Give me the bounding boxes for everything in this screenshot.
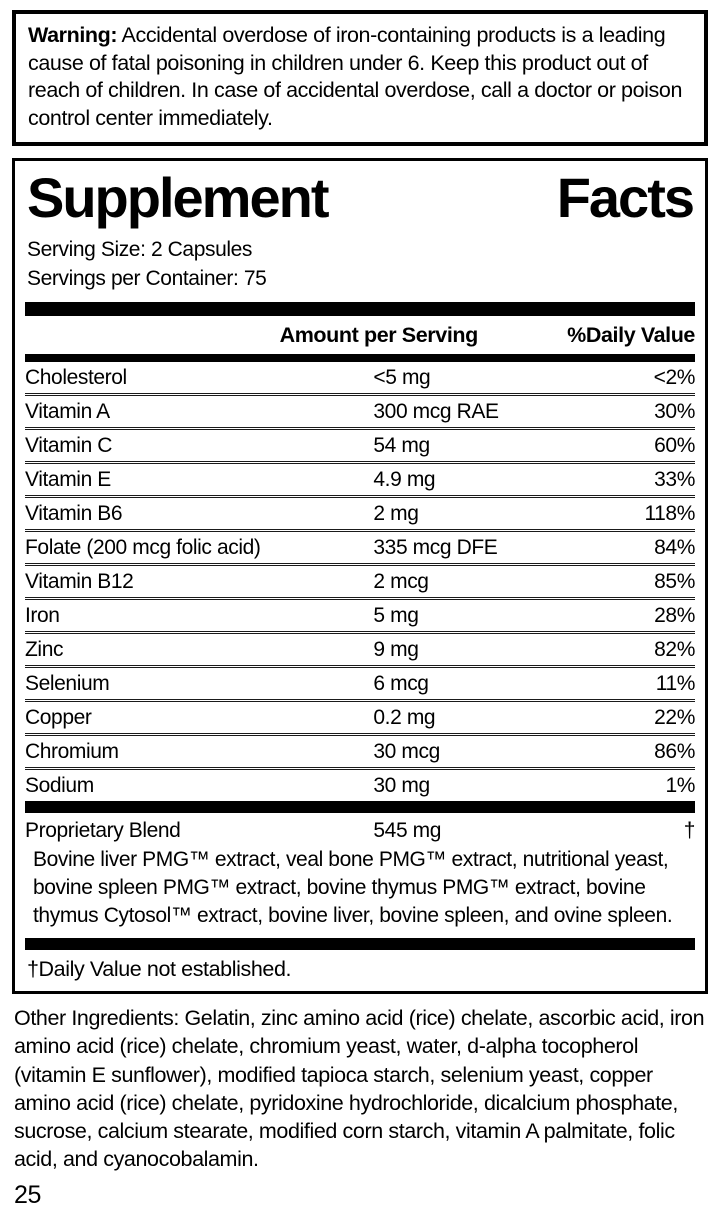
nutrient-daily-value: 118%: [644, 502, 695, 526]
nutrient-row: [25, 498, 695, 532]
nutrient-row: [25, 668, 695, 702]
servings-per-container: Servings per Container: 75: [27, 267, 267, 291]
nutrient-row: [25, 464, 695, 498]
nutrient-daily-value: 28%: [654, 604, 695, 628]
panel-title-right: Facts: [556, 166, 693, 230]
nutrient-row: [25, 702, 695, 736]
nutrient-name: Vitamin B6: [25, 502, 123, 526]
panel-title-left: Supplement: [27, 166, 328, 230]
nutrient-amount: 335 mcg DFE: [373, 536, 498, 560]
nutrient-daily-value: 60%: [654, 434, 695, 458]
nutrient-name: Vitamin B12: [25, 570, 134, 594]
nutrient-name: Vitamin A: [25, 400, 110, 424]
nutrient-amount: 9 mg: [373, 638, 419, 662]
blend-description: Bovine liver PMG™ extract, veal bone PMG™ extract, nutritional yeast, bovine spleen PMG™ extract, bovine thymus PMG™ extract, bovine thymus Cytosol™ extract, bovine liver, bovine spleen, and ovine spleen.: [33, 848, 673, 928]
nutrient-daily-value: 30%: [654, 400, 695, 424]
nutrient-row: [25, 566, 695, 600]
nutrient-row: [25, 362, 695, 396]
nutrient-daily-value: <2%: [653, 366, 695, 390]
nutrient-row: [25, 634, 695, 668]
nutrient-name: Copper: [25, 706, 92, 730]
nutrient-amount: 6 mcg: [373, 672, 429, 696]
nutrient-row: [25, 770, 695, 801]
nutrient-daily-value: 85%: [654, 570, 695, 594]
daily-value-footnote: †Daily Value not established.: [27, 957, 292, 982]
divider-bar-blend: [25, 801, 695, 813]
nutrient-name: Vitamin C: [25, 434, 113, 458]
page-number: 25: [14, 1181, 42, 1210]
divider-bar-footnote: [25, 938, 695, 950]
nutrient-table: [25, 362, 695, 801]
proprietary-blend-row: [25, 813, 695, 845]
nutrient-row: [25, 430, 695, 464]
nutrient-amount: 30 mcg: [373, 740, 440, 764]
blend-daily-value: †: [683, 819, 695, 843]
serving-size: Serving Size: 2 Capsules: [27, 237, 253, 261]
blend-amount: 545 mg: [373, 819, 442, 843]
warning-text: Accidental overdose of iron-containing products is a leading cause of fatal poisoning in children under 6. Keep this product out of reach of children. In case of accidental overdose, call a doctor or poison control center immediately.: [28, 23, 683, 130]
nutrient-amount: <5 mg: [373, 366, 431, 390]
divider-bar-header: [25, 354, 695, 362]
nutrient-name: Folate (200 mcg folic acid): [25, 536, 261, 560]
warning-box: [12, 10, 708, 146]
nutrient-amount: 4.9 mg: [373, 468, 436, 492]
nutrient-daily-value: 11%: [655, 672, 695, 696]
nutrient-row: [25, 396, 695, 430]
nutrient-amount: 30 mg: [373, 774, 430, 798]
blend-name: Proprietary Blend: [25, 819, 181, 843]
nutrient-amount: 2 mg: [373, 502, 419, 526]
nutrient-name: Selenium: [25, 672, 110, 696]
nutrient-name: Iron: [25, 604, 60, 628]
nutrient-amount: 300 mcg RAE: [373, 400, 499, 424]
nutrient-row: [25, 736, 695, 770]
nutrient-amount: 54 mg: [373, 434, 430, 458]
divider-bar-top: [25, 302, 695, 316]
nutrient-name: Zinc: [25, 638, 64, 662]
nutrient-daily-value: 33%: [654, 468, 695, 492]
other-ingredients: Other Ingredients: Gelatin, zinc amino acid (rice) chelate, ascorbic acid, iron amino acid (rice) chelate, chromium yeast, water, d-alpha tocopherol (vitamin E sunflower), modified tapioca starch, selenium yeast, copper amino acid (rice) chelate, pyridoxine hydrochloride, dicalcium phosphate, sucrose, calcium stearate, modified corn starch, vitamin A palmitate, folic acid, and cyanocobalamin.: [14, 1006, 705, 1171]
warning-label: Warning:: [28, 23, 118, 47]
column-header-amount: Amount per Serving: [279, 323, 478, 348]
column-header-row: [25, 316, 695, 354]
nutrient-name: Cholesterol: [25, 366, 127, 390]
nutrient-daily-value: 84%: [654, 536, 695, 560]
nutrient-row: [25, 600, 695, 634]
supplement-facts-panel: [12, 158, 708, 994]
nutrient-amount: 0.2 mg: [373, 706, 436, 730]
nutrient-daily-value: 86%: [654, 740, 695, 764]
nutrient-name: Sodium: [25, 774, 94, 798]
column-header-daily-value: %Daily Value: [567, 323, 695, 348]
nutrient-row: [25, 532, 695, 566]
nutrient-amount: 2 mcg: [373, 570, 429, 594]
nutrient-name: Chromium: [25, 740, 119, 764]
nutrient-amount: 5 mg: [373, 604, 419, 628]
nutrient-daily-value: 22%: [654, 706, 695, 730]
panel-title: [25, 165, 695, 235]
nutrient-daily-value: 82%: [654, 638, 695, 662]
nutrient-daily-value: 1%: [665, 774, 695, 798]
nutrient-name: Vitamin E: [25, 468, 111, 492]
